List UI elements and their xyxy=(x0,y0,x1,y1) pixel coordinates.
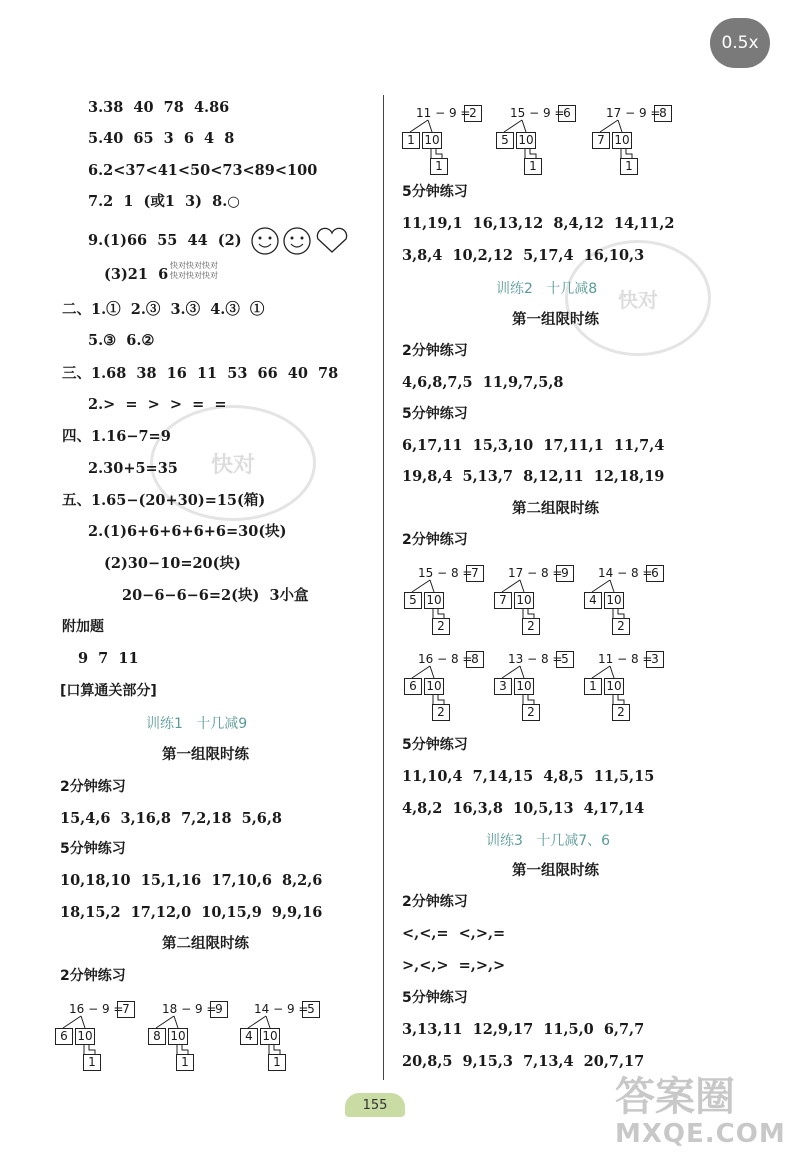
answer-line: 7.2 1 (或1 3) 8.○ xyxy=(88,193,240,210)
site-watermark: 答案圈 MXQE.COM xyxy=(615,1074,786,1149)
split-diagram xyxy=(584,564,684,644)
smiley-faces-icon xyxy=(250,225,350,257)
remainder-box: 1 xyxy=(268,1054,286,1071)
split-box: 10 xyxy=(75,1028,95,1045)
equation-text: 15 − 9 = xyxy=(510,106,565,120)
remainder-box: 1 xyxy=(83,1054,101,1071)
answer-box: 3 xyxy=(646,651,664,668)
remainder-box: 2 xyxy=(522,618,540,635)
practice-label: 5分钟练习 xyxy=(402,737,468,753)
split-diagram xyxy=(496,104,596,184)
training-title: 训练2 十几减8 xyxy=(496,281,598,297)
split-box: 6 xyxy=(55,1028,73,1045)
answer-line: 11,10,4 7,14,15 4,8,5 11,5,15 xyxy=(402,768,655,785)
answer-box: 7 xyxy=(466,565,484,582)
answer-line: 4,6,8,7,5 11,9,7,5,8 xyxy=(402,374,564,391)
answer-box: 6 xyxy=(646,565,664,582)
answer-line: 20,8,5 9,15,3 7,13,4 20,7,17 xyxy=(402,1053,645,1070)
remainder-box: 1 xyxy=(430,158,448,175)
answer-box: 9 xyxy=(556,565,574,582)
remainder-box: 1 xyxy=(524,158,542,175)
answer-line: (2)30−10=20(块) xyxy=(104,555,241,572)
answer-line: 10,18,10 15,1,16 17,10,6 8,2,6 xyxy=(60,872,323,889)
equation-text: 14 − 8 = xyxy=(598,566,653,580)
split-diagram xyxy=(494,650,594,730)
group-title: 第一组限时练 xyxy=(512,312,599,328)
answer-line: 20−6−6−6=2(块) 3小盒 xyxy=(122,587,309,604)
answer-line: 二、1.① 2.③ 3.③ 4.③ ① xyxy=(62,301,265,318)
split-box: 10 xyxy=(604,678,624,695)
watermark-small-text: 快对快对快对 xyxy=(170,271,218,280)
answer-line: >,<,> =,>,> xyxy=(402,957,506,974)
equation-text: 17 − 9 = xyxy=(606,106,661,120)
practice-label: 2分钟练习 xyxy=(60,968,126,984)
practice-label: 5分钟练习 xyxy=(402,990,468,1006)
answer-line: 2.> = > > = = xyxy=(88,396,227,413)
split-box: 10 xyxy=(260,1028,280,1045)
training-title: 训练3 十几减7、6 xyxy=(486,833,611,849)
answer-line: <,<,= <,>,= xyxy=(402,925,506,942)
watermark-stamp: 快对 xyxy=(565,240,711,356)
split-box: 3 xyxy=(494,678,512,695)
answer-line: 三、1.68 38 16 11 53 66 40 78 xyxy=(62,365,339,382)
answer-line: 19,8,4 5,13,7 8,12,11 12,18,19 xyxy=(402,468,665,485)
answer-line: 5.③ 6.② xyxy=(88,332,155,349)
answer-line: 11,19,1 16,13,12 8,4,12 14,11,2 xyxy=(402,215,675,232)
split-box: 4 xyxy=(240,1028,258,1045)
split-diagram xyxy=(402,104,502,184)
split-box: 10 xyxy=(514,678,534,695)
answer-box: 6 xyxy=(558,105,576,122)
equation-text: 13 − 8 = xyxy=(508,652,563,666)
remainder-box: 1 xyxy=(620,158,638,175)
playback-speed-badge[interactable]: 0.5x xyxy=(710,18,770,68)
answer-line: 9 7 11 xyxy=(78,650,139,667)
answer-line: 四、1.16−7=9 xyxy=(62,428,171,445)
column-divider xyxy=(383,95,384,1080)
answer-line: 15,4,6 3,16,8 7,2,18 5,6,8 xyxy=(60,810,283,827)
answer-box: 8 xyxy=(466,651,484,668)
equation-text: 16 − 8 = xyxy=(418,652,473,666)
answer-line: 五、1.65−(20+30)=15(箱) xyxy=(62,492,266,509)
remainder-box: 2 xyxy=(612,704,630,721)
equation-text: 11 − 9 = xyxy=(416,106,471,120)
split-box: 10 xyxy=(604,592,624,609)
split-diagram xyxy=(592,104,692,184)
practice-label: 5分钟练习 xyxy=(60,841,126,857)
answer-box: 2 xyxy=(464,105,482,122)
answer-box: 7 xyxy=(117,1001,135,1018)
answer-line: (3)21 6 xyxy=(104,266,169,283)
answer-line: 9.(1)66 55 44 (2) xyxy=(88,232,242,249)
equation-text: 14 − 9 = xyxy=(254,1002,309,1016)
split-box: 10 xyxy=(424,592,444,609)
split-box: 5 xyxy=(404,592,422,609)
equation-text: 11 − 8 = xyxy=(598,652,653,666)
equation-text: 17 − 8 = xyxy=(508,566,563,580)
group-title: 第二组限时练 xyxy=(162,936,249,952)
section-heading: 附加题 xyxy=(62,619,104,635)
split-diagram xyxy=(404,650,504,730)
split-box: 10 xyxy=(424,678,444,695)
split-diagram xyxy=(55,1000,155,1080)
group-title: 第一组限时练 xyxy=(512,863,599,879)
split-box: 6 xyxy=(404,678,422,695)
split-box: 10 xyxy=(516,132,536,149)
split-box: 4 xyxy=(584,592,602,609)
practice-label: 2分钟练习 xyxy=(402,532,468,548)
split-diagram xyxy=(148,1000,248,1080)
equation-text: 16 − 9 = xyxy=(69,1002,124,1016)
answer-box: 5 xyxy=(556,651,574,668)
remainder-box: 2 xyxy=(432,704,450,721)
answer-box: 5 xyxy=(302,1001,320,1018)
group-title: 第一组限时练 xyxy=(162,747,249,763)
split-box: 10 xyxy=(422,132,442,149)
training-title: 训练1 十几减9 xyxy=(146,716,248,732)
answer-line: 3.38 40 78 4.86 xyxy=(88,99,230,116)
split-box: 10 xyxy=(168,1028,188,1045)
practice-label: 2分钟练习 xyxy=(402,894,468,910)
split-box: 8 xyxy=(148,1028,166,1045)
split-diagram xyxy=(494,564,594,644)
remainder-box: 2 xyxy=(522,704,540,721)
split-box: 5 xyxy=(496,132,514,149)
practice-label: 5分钟练习 xyxy=(402,184,468,200)
answer-line: 18,15,2 17,12,0 10,15,9 9,9,16 xyxy=(60,904,323,921)
practice-label: 2分钟练习 xyxy=(402,343,468,359)
practice-label: 2分钟练习 xyxy=(60,779,126,795)
remainder-box: 2 xyxy=(612,618,630,635)
answer-box: 9 xyxy=(210,1001,228,1018)
group-title: 第二组限时练 xyxy=(512,501,599,517)
answer-line: 5.40 65 3 6 4 8 xyxy=(88,130,235,147)
practice-label: 5分钟练习 xyxy=(402,406,468,422)
answer-line: 6.2<37<41<50<73<89<100 xyxy=(88,162,318,179)
answer-line: 2.(1)6+6+6+6+6=30(块) xyxy=(88,523,287,540)
split-box: 1 xyxy=(402,132,420,149)
watermark-stamp: 快对 xyxy=(150,405,316,521)
equation-text: 15 − 8 = xyxy=(418,566,473,580)
answer-line: 6,17,11 15,3,10 17,11,1 11,7,4 xyxy=(402,437,665,454)
answer-line: 2.30+5=35 xyxy=(88,460,178,477)
answer-line: 4,8,2 16,3,8 10,5,13 4,17,14 xyxy=(402,800,645,817)
split-box: 10 xyxy=(514,592,534,609)
answer-line: 3,13,11 12,9,17 11,5,0 6,7,7 xyxy=(402,1021,645,1038)
split-box: 10 xyxy=(612,132,632,149)
answer-box: 8 xyxy=(654,105,672,122)
split-box: 7 xyxy=(592,132,610,149)
section-heading: [口算通关部分] xyxy=(60,683,157,699)
watermark-small-text: 快对快对快对 xyxy=(170,261,218,270)
split-box: 1 xyxy=(584,678,602,695)
equation-text: 18 − 9 = xyxy=(162,1002,217,1016)
answer-line: 3,8,4 10,2,12 5,17,4 16,10,3 xyxy=(402,247,645,264)
split-box: 7 xyxy=(494,592,512,609)
remainder-box: 2 xyxy=(432,618,450,635)
split-diagram xyxy=(404,564,504,644)
split-diagram xyxy=(584,650,684,730)
remainder-box: 1 xyxy=(176,1054,194,1071)
page-number: 155 xyxy=(345,1093,405,1117)
split-diagram xyxy=(240,1000,340,1080)
